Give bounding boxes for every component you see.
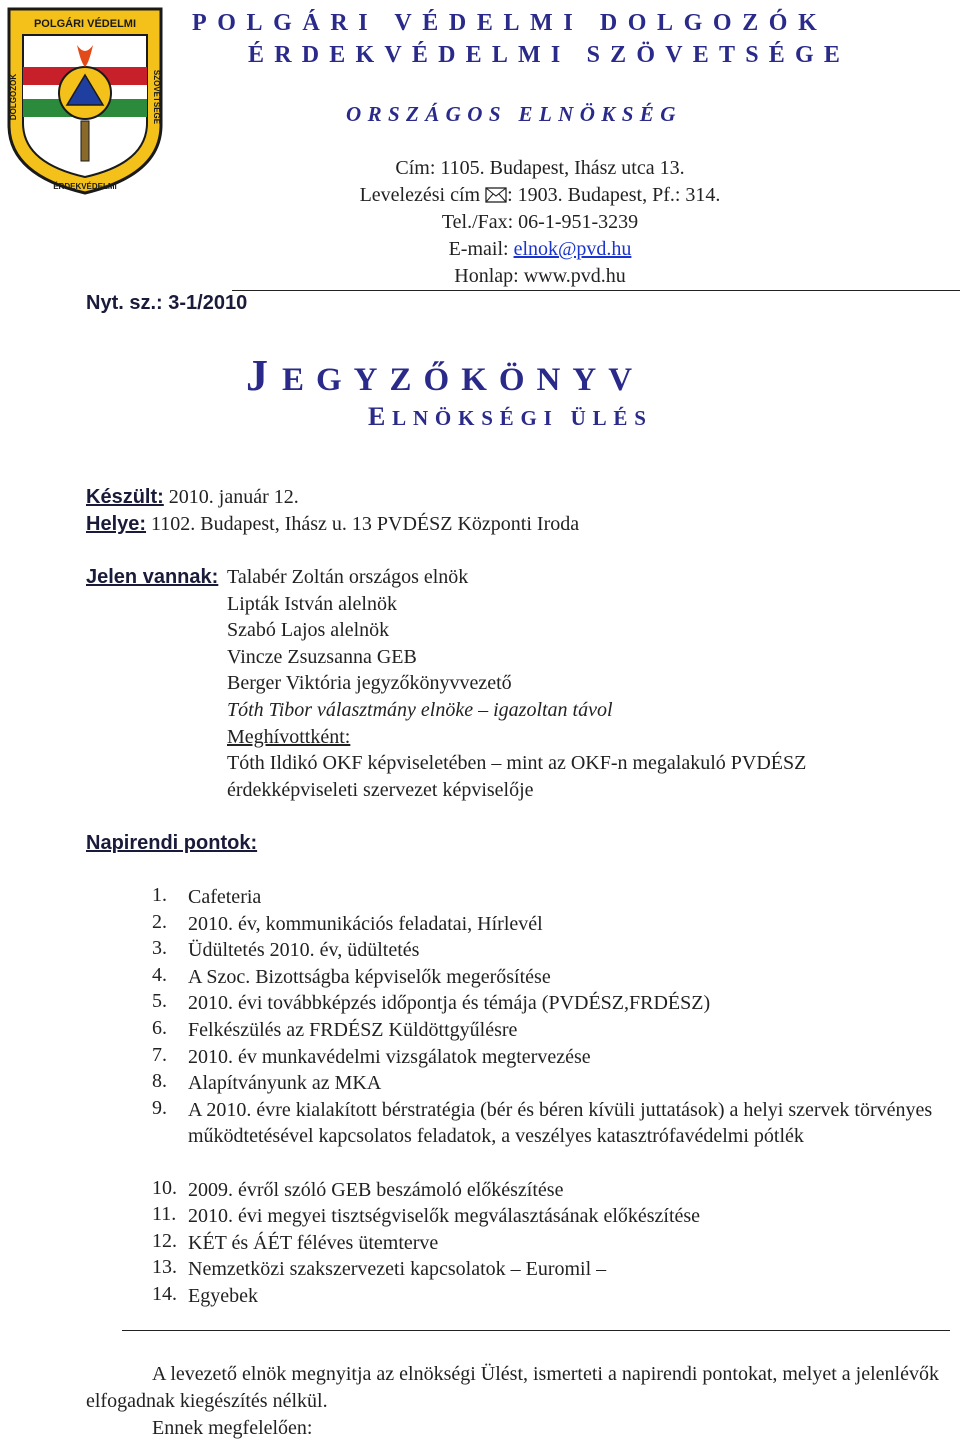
logo-text-left: DOLGOZÓK (9, 73, 18, 121)
org-name-line1: POLGÁRI VÉDELMI DOLGOZÓK (192, 10, 828, 36)
organization-logo (5, 5, 165, 195)
mailing-address-label: Levelezési cím (359, 184, 481, 206)
agenda-item-text: Felkészülés az FRDÉSZ Küldöttgyűlésre (188, 1019, 518, 1041)
office-name: ORSZÁGOS ELNÖKSÉG (346, 102, 682, 126)
agenda-item-number: 11. (152, 1203, 177, 1226)
attendee-item: Talabér Zoltán országos elnök (227, 566, 469, 588)
document-subtitle (368, 402, 653, 432)
agenda-label-text: Napirendi pontok: (86, 832, 258, 854)
mailing-address-line (230, 182, 850, 209)
agenda-item-text: A Szoc. Bizottságba képviselők megerősítése (188, 965, 551, 988)
agenda-item-text: 2009. évről szóló GEB beszámoló előkészítése (188, 1178, 564, 1201)
agenda-item-text: 2010. év, kommunikációs feladatai, Hírlevél (188, 912, 543, 935)
address-line: Cím: 1105. Budapest, Ihász utca 13. (395, 157, 685, 179)
document-subtitle-rest: LNÖKSÉGI ÜLÉS (392, 406, 653, 430)
made-line (86, 486, 299, 509)
agenda-item-text: Üdültetés 2010. év, üdültetés (188, 939, 420, 962)
place-label: Helye: (86, 513, 147, 535)
made-value: 2010. január 12. (163, 486, 299, 508)
agenda-item-number: 10. (152, 1176, 177, 1199)
logo-text-bottom: ÉRDEKVÉDELMI (53, 182, 117, 191)
agenda-item-text: 2010. év munkavédelmi vizsgálatok megtervezése (188, 1045, 591, 1068)
opening-paragraph: A levezető elnök megnyitja az elnökségi Ülést, ismerteti a napirendi pontokat, melyet a jelenlévők elfogadnak kiegészítés nélkül. (86, 1363, 939, 1412)
agenda-item-number: 14. (152, 1283, 177, 1305)
agenda-item-number: 13. (152, 1256, 177, 1279)
document-title-rest: EGYZŐKÖNYV (282, 362, 645, 398)
invited-label: Meghívottként: (227, 726, 351, 748)
agenda-item-number: 8. (152, 1070, 167, 1093)
envelope-icon (485, 187, 507, 203)
attendees-label (86, 566, 218, 589)
phone-line: Tel./Fax: 06-1-951-3239 (441, 211, 639, 233)
agenda-item-number: 6. (152, 1017, 167, 1039)
section-divider (122, 1330, 950, 1331)
closing-line: Ennek megfelelően: (152, 1417, 313, 1439)
agenda-item-number: 4. (152, 963, 167, 986)
agenda-item-text: A 2010. évre kialakított bérstratégia (bér és béren kívüli juttatások) a helyi szervek törvényes működtetésével kapcsolatos feladatok, a veszélyes katasztrófavédelmi pótlék (188, 1098, 933, 1148)
attendee-item: Vincze Zsuzsanna GEB (227, 646, 417, 668)
document-title (246, 350, 644, 401)
attendee-item: Lipták István alelnök (227, 593, 397, 615)
org-name-line2: ÉRDEKVÉDELMI SZÖVETSÉGE (248, 42, 851, 68)
attendee-item: Szabó Lajos alelnök (227, 619, 390, 641)
email-line (230, 236, 850, 263)
agenda-item-number: 7. (152, 1043, 167, 1066)
header-divider (232, 290, 960, 291)
registration-number: Nyt. sz.: 3-1/2010 (86, 292, 248, 314)
attendees-label-text: Jelen vannak: (86, 566, 219, 588)
absent-attendee: Tóth Tibor választmány elnöke – igazoltan távol (227, 699, 613, 721)
attendee-item: Berger Viktória jegyzőkönyvvezető (227, 672, 512, 694)
agenda-item-number: 9. (152, 1096, 167, 1119)
website-line: Honlap: www.pvd.hu (454, 265, 626, 287)
agenda-item-text: 2010. évi továbbképzés időpontja és témája (PVDÉSZ,FRDÉSZ) (188, 992, 711, 1015)
email-link[interactable]: elnok@pvd.hu (513, 238, 632, 260)
place-value: 1102. Budapest, Ihász u. 13 PVDÉSZ Központi Iroda (146, 513, 580, 535)
agenda-item-text: 2010. évi megyei tisztségviselők megválasztásának előkészítése (188, 1205, 701, 1228)
agenda-item-number: 1. (152, 884, 167, 906)
agenda-item-number: 5. (152, 990, 167, 1013)
document-title-initial: J (246, 351, 282, 400)
email-label: E-mail: (448, 238, 509, 260)
agenda-item-text: Egyebek (188, 1285, 258, 1307)
agenda-item-text: KÉT és ÁÉT féléves ütemterve (188, 1231, 439, 1254)
invited-line1: Tóth Ildikó OKF képviseletében – mint az OKF-n megalakuló PVDÉSZ (227, 752, 807, 774)
agenda-item-number: 12. (152, 1229, 177, 1252)
mailing-address-value: : 1903. Budapest, Pf.: 314. (507, 184, 721, 206)
agenda-item-number: 2. (152, 910, 167, 933)
made-label: Készült: (86, 486, 164, 508)
agenda-item-text: Cafeteria (188, 886, 262, 908)
invited-line2: érdekképviseleti szervezet képviselője (227, 779, 534, 801)
document-subtitle-initial: E (368, 402, 393, 431)
agenda-item-text: Nemzetközi szakszervezeti kapcsolatok – Euromil – (188, 1258, 607, 1281)
logo-text-top: POLGÁRI VÉDELMI (33, 18, 137, 30)
agenda-item-number: 3. (152, 937, 167, 960)
agenda-item-text: Alapítványunk az MKA (188, 1072, 382, 1095)
place-line (86, 513, 579, 536)
agenda-label (86, 832, 257, 855)
logo-text-right: SZÖVETSÉGE (152, 69, 161, 125)
